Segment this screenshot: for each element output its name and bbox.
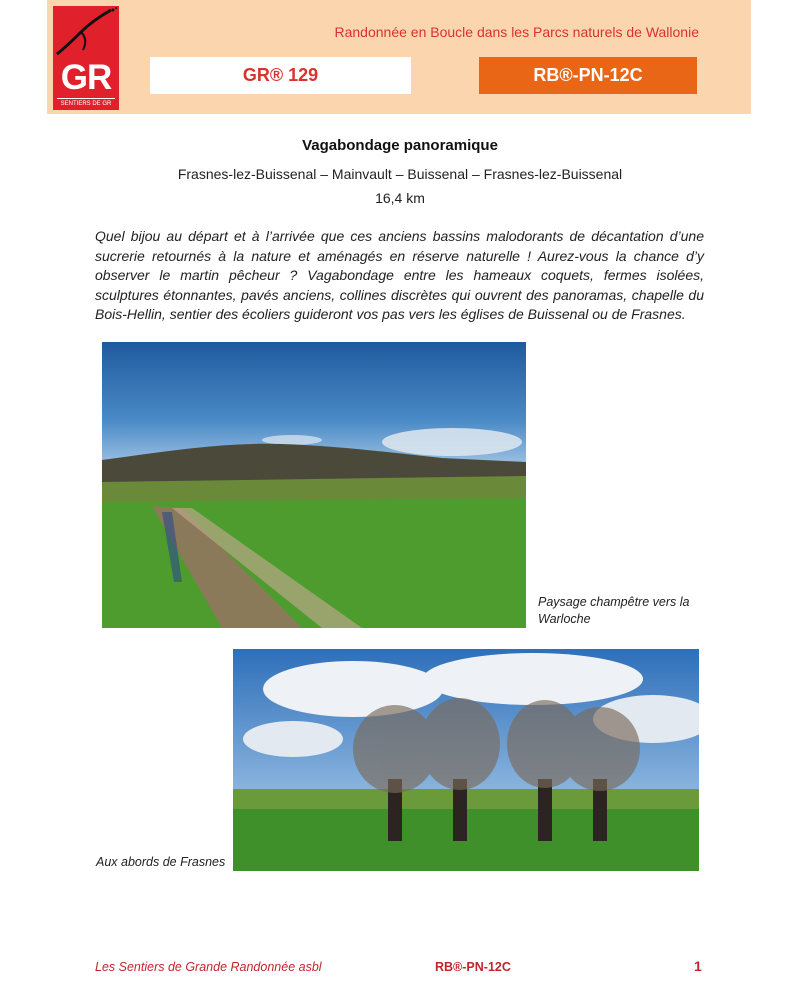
rb-code-box: RB®-PN-12C bbox=[479, 57, 697, 94]
route-distance: 16,4 km bbox=[375, 190, 425, 206]
page-number: 1 bbox=[694, 958, 702, 974]
gr-logo bbox=[53, 6, 119, 110]
photo-countryside-path bbox=[102, 342, 526, 628]
footer-code: RB®-PN-12C bbox=[435, 960, 511, 974]
hiker-line-icon bbox=[53, 6, 119, 62]
header-title: Randonnée en Boucle dans les Parcs naturels de Wallonie bbox=[334, 24, 699, 40]
logo-gr-text: GR bbox=[60, 58, 112, 97]
page-title: Vagabondage panoramique bbox=[302, 137, 498, 154]
photo-caption-1: Paysage champêtre vers la Warloche bbox=[538, 595, 690, 626]
photo-willow-trees bbox=[233, 649, 699, 871]
intro-paragraph: Quel bijou au départ et à l’arrivée que ces anciens bassins malodorants de décantation d’une sucrerie retournés à la nature et aménagés en réserve naturelle ! Aurez-vous la chance d’y observer le martin pêcheur ? Vagabondage entre les hameaux coquets, fermes isolées, sculptures étonnantes, pavés anciens, collines discrètes qui ouvrent des panoramas, chapelle du Bois-Hellin, sentier des écoliers guideront vos pas vers les églises de Buissenal ou de Frasnes. bbox=[95, 228, 704, 322]
page-header bbox=[47, 0, 751, 114]
photo-caption-2: Aux abords de Frasnes bbox=[96, 855, 226, 869]
route-description: Frasnes-lez-Buissenal – Mainvault – Buissenal – Frasnes-lez-Buissenal bbox=[177, 166, 623, 182]
logo-subtext: SENTIERS DE GR bbox=[57, 98, 115, 109]
footer-organization: Les Sentiers de Grande Randonnée asbl bbox=[95, 960, 322, 974]
gr-number-box: GR® 129 bbox=[150, 57, 411, 94]
